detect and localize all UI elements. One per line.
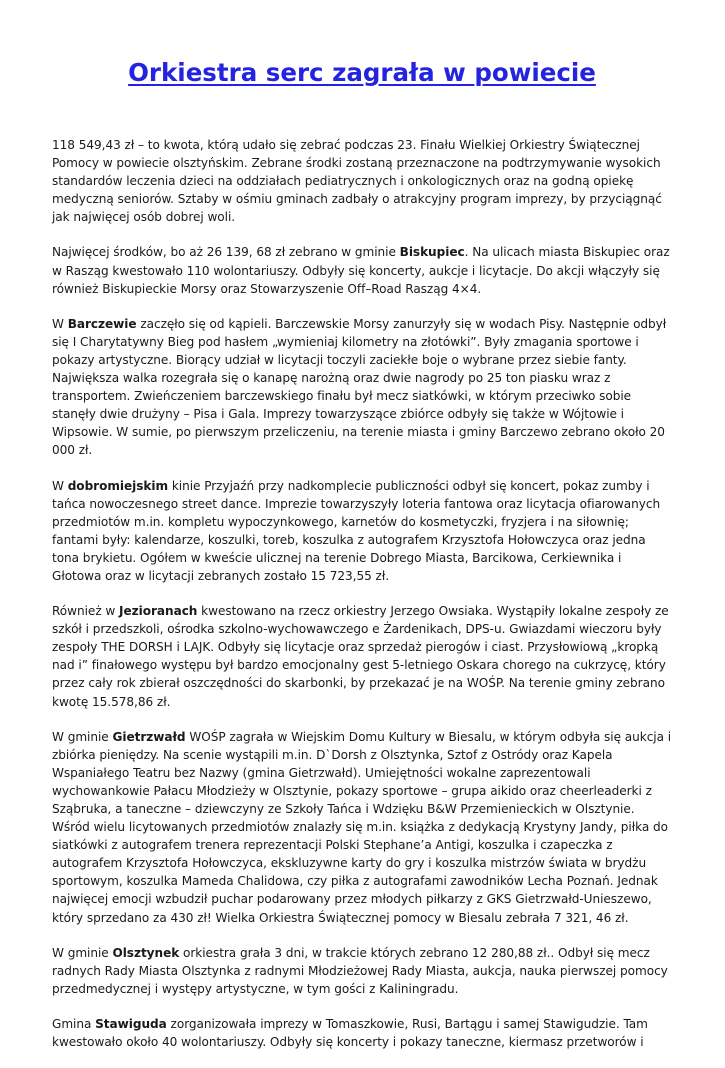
place-name: Barczewie <box>67 316 137 331</box>
paragraph-barczewo: W Barczewie zaczęło się od kąpieli. Barczewskie Morsy zanurzyły się w wodach Pisy. Następnie odbył się I Charytatywny Bieg pod hasłem „wymieniaj kilometry na złotówki”. Były zmagania sportowe i pokazy artystyczne. Biorący udział w licytacji toczyli zaciekłe boje o wybrane przez siebie fanty. Największa walka rozegrała się o kanapę narożną oraz dwie nagrody po 25 ton piasku wraz z transportem. Zwieńczeniem barczewskiego finału był mecz siatkówki, w którym przeciwko sobie stanęły dwie drużyny – Pisa i Gala. Imprezy towarzyszące zbiórce odbyły się także w Wójtowie i Wipsowie. W sumie, po pierwszym przeliczeniu, na terenie miasta i gminy Barczewo zebrano około 20 000 zł. <box>52 316 667 458</box>
paragraph-gietrzwald: W gminie Gietrzwałd WOŚP zagrała w Wiejskim Domu Kultury w Biesalu, w którym odbyła się aukcja i zbiórka pieniędzy. Na scenie wystąpili m.in. D`Dorsh z Olsztynka, Sztof z Ostródy oraz Kapela Wspaniałego Teatru bez Nazwy (gmina Gietrzwałd). Umiejętności wokalne zaprezentowali wychowankowie Pałacu Młodzieży w Olsztynie, pokazy sportowe – grupa aikido oraz cheerleaderki z Sząbruka, a taneczne – dziewczyny ze Szkoły Tańca i Wdzięku B&W Przemienieckich w Olsztynie. Wśród wielu licytowanych przedmiotów znalazły się m.in. książka z dedykacją Krystyny Jandy, piłka do siatkówki z autografem trenera reprezentacji Polski Stephane’a Antigi, koszulka i czapeczka z autografem Krzysztofa Hołowczyca, ekskluzywne karty do gry i koszulka mistrzów świata w brydżu sportowym, koszulka Mameda Chalidowa, czy piłka z autografami zawodników Lecha Poznań. Jednak najwięcej emocji wzbudził puchar podarowany przez młodych piłkarzy z GKS Gietrzwałd-Unieszewo, który sprzedano za 430 zł! Wielka Orkiestra Świątecznej pomocy w Biesalu zebrała 7 321, 46 zł. <box>52 729 672 925</box>
article-body <box>52 136 672 1068</box>
paragraph-stawiguda: Gmina Stawiguda zorganizowała imprezy w Tomaszkowie, Rusi, Bartągu i samej Stawigudzie. Tam kwestowało około 40 wolontariuszy. Odbyły się koncerty i pokazy taneczne, kiermasz przetworów i <box>52 1016 648 1050</box>
paragraph-jeziorany: Również w Jezioranach kwestowano na rzecz orkiestry Jerzego Owsiaka. Wystąpiły lokalne zespoły ze szkół i przedszkoli, ośrodka szkolno-wychowawczego e Żardenikach, DPS-u. Gwiazdami wieczoru były zespoły THE DORSH i LAJK. Odbyły się licytacje oraz sprzedaż pierogów i ciast. Przysłowiową „kropką nad i” finałowego występu był bardzo emocjonalny gest 5-letniego Oskara chorego na cukrzycę, który przez cały rok zbierał oszczędności do skarbonki, by przekazać je na WOŚP. Na terenie gminy zebrano kwotę 15.578,86 zł. <box>52 604 669 709</box>
article-title-link[interactable]: Orkiestra serc zagrała w powiecie <box>128 58 596 87</box>
paragraph-dobre-miasto: W dobromiejskim kinie Przyjaźń przy nadkomplecie publiczności odbył się koncert, pokaz zumby i tańca nowoczesnego street dance. Imprezie towarzyszyły loteria fantowa oraz licytacja ofiarowanych przedmiotów m.in. kompletu wypoczynkowego, karnetów do kosmetyczki, fryzjera i na siłownię; fantami były: kalendarze, koszulki, toreb, koszulka z autografem Krzysztofa Hołowczyca oraz jedna tona brykietu. Ogółem w kweście ulicznej na terenie Dobrego Miasta, Barcikowa, Cerkiewnika i Głotowa oraz w licytacji zebranych zostało 15 723,55 zł. <box>52 478 661 583</box>
place-name: dobromiejskim <box>67 478 169 493</box>
place-name: Biskupiec <box>399 245 465 260</box>
paragraph-olsztynek: W gminie Olsztynek orkiestra grała 3 dni, w trakcie których zebrano 12 280,88 zł.. Odbył się mecz radnych Rady Miasta Olsztynka z radnymi Młodzieżowej Rady Miasta, aukcja, nauka pierwszej pomocy przedmedycznej i występy artystyczne, w tym gości z Kaliningradu. <box>52 945 668 996</box>
place-name: Gietrzwałd <box>112 729 186 744</box>
paragraph-biskupiec: Najwięcej środków, bo aż 26 139, 68 zł zebrano w gminie Biskupiec. Na ulicach miasta Biskupiec oraz w Rasząg kwestowało 110 wolontariuszy. Odbyły się koncerty, aukcje i licytacje. Do akcji włączyły się również Biskupieckie Morsy oraz Stowarzyszenie Off–Road Rasząg 4×4. <box>52 245 670 296</box>
place-name: Olsztynek <box>112 945 180 960</box>
article-title <box>52 57 672 89</box>
paragraph-intro: 118 549,43 zł – to kwota, którą udało się zebrać podczas 23. Finału Wielkiej Orkiestry Świątecznej Pomocy w powiecie olsztyńskim. Zebrane środki zostaną przeznaczone na podtrzymywanie wysokich standardów leczenia dzieci na oddziałach pediatrycznych i onkologicznych oraz na godną opiekę medyczną seniorów. Sztaby w ośmiu gminach zadbały o atrakcyjny program imprezy, by przyciągnąć jak najwięcej osób dobrej woli. <box>52 138 662 225</box>
place-name: Jezioranach <box>119 604 198 619</box>
place-name: Stawiguda <box>95 1016 167 1031</box>
